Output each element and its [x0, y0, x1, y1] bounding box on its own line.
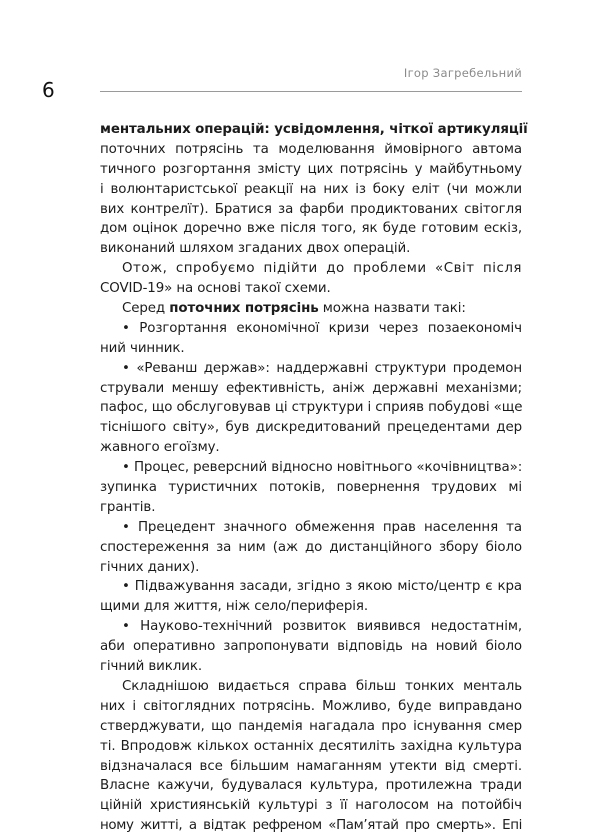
- text-line: і волюнтаристської реакції на них із боку еліт (чи можли: [100, 181, 522, 197]
- text-line: тичного розгортання змісту цих потрясінь у майбутньому: [100, 161, 522, 177]
- text-line: Складнішою видається справа більш тонких менталь: [122, 678, 522, 694]
- bullet-item-line: • Підважування засади, згідно з якою місто/центр є кра: [122, 579, 522, 595]
- page-number: 6: [42, 78, 56, 102]
- bullet-item-line: • Процес, реверсний відносно новітнього «кочівництва»:: [122, 460, 523, 476]
- text-line: пафос, що обслуговував ці структури і сприяв побудові «ще: [100, 400, 523, 416]
- text-line: них і світоглядних потрясінь. Можливо, буде виправдано: [100, 698, 522, 714]
- header-rule: [100, 91, 522, 92]
- bold-text: поточних потрясінь: [169, 301, 319, 317]
- text-line: Власне кажучи, будувалася культура, протилежна тради: [100, 778, 522, 794]
- text-line: ційній християнській культурі з її наголосом на потойбіч: [100, 798, 522, 814]
- text-line: гічних даних).: [100, 559, 200, 575]
- bullet-item-line: • Прецедент значного обмеження прав населення та: [122, 519, 522, 535]
- text-line: [100, 120, 528, 140]
- text-line: відзначалася все більшим намаганням утекти від смерті.: [100, 758, 522, 774]
- text-segment: Серед: [122, 301, 170, 317]
- text-line: Отож, спробуємо підійти до проблеми «Світ після: [122, 261, 522, 277]
- text-line: дом оцінок доречно вже після того, як буде готовим ескіз,: [100, 221, 522, 237]
- text-segment: можна назвати такі:: [318, 301, 466, 317]
- text-line: [100, 299, 522, 319]
- bullet-item-line: • «Реванш держав»: наддержавні структури продемон: [122, 360, 522, 376]
- text-line: щими для життя, ніж село/периферія.: [100, 599, 369, 615]
- text-line: вих контрелїт). Братися за фарби продиктованих світогля: [100, 201, 522, 217]
- running-head-author: Ігор Загребельний: [403, 66, 522, 80]
- text-line: аби оперативно запропонувати відповідь на новий біоло: [100, 639, 522, 655]
- text-line: гічний виклик.: [100, 659, 202, 675]
- bold-text: ментальних операцій: усвідомлення, чіткої артикуляції: [100, 122, 528, 137]
- bullet-item-line: • Розгортання економічної кризи через позаекономіч: [122, 320, 522, 336]
- text-line: грантів.: [100, 499, 156, 515]
- body-text: [100, 120, 528, 836]
- text-line: ний чинник.: [100, 340, 185, 356]
- text-line: поточних потрясінь та моделювання ймовірного автома: [100, 141, 522, 157]
- text-line: стрували меншу ефективність, аніж державні механізми;: [100, 380, 522, 396]
- text-line: стверджувати, що пандемія нагадала про існування смер: [100, 718, 522, 734]
- text-line: спостереження за ним (аж до дистанційного збору біоло: [100, 539, 522, 555]
- text-line: ті. Впродовж кількох останніх десятиліть західна культура: [100, 738, 522, 754]
- text-line: COVID-19» на основі такої схеми.: [100, 281, 331, 297]
- text-line: зупинка туристичних потоків, повернення трудових мі: [100, 480, 522, 496]
- text-line: жавного егоїзму.: [100, 440, 220, 456]
- bullet-item-line: • Науково-технічний розвиток виявився недостатнім,: [122, 619, 522, 635]
- text-line: тіснішого світу», був дискредитований прецедентами дер: [100, 420, 522, 436]
- text-line: ному житті, а відтак рефреном «Пам’ятай про смерть». Епі: [100, 818, 522, 834]
- text-line: виконаний шляхом згаданих двох операцій.: [100, 241, 411, 257]
